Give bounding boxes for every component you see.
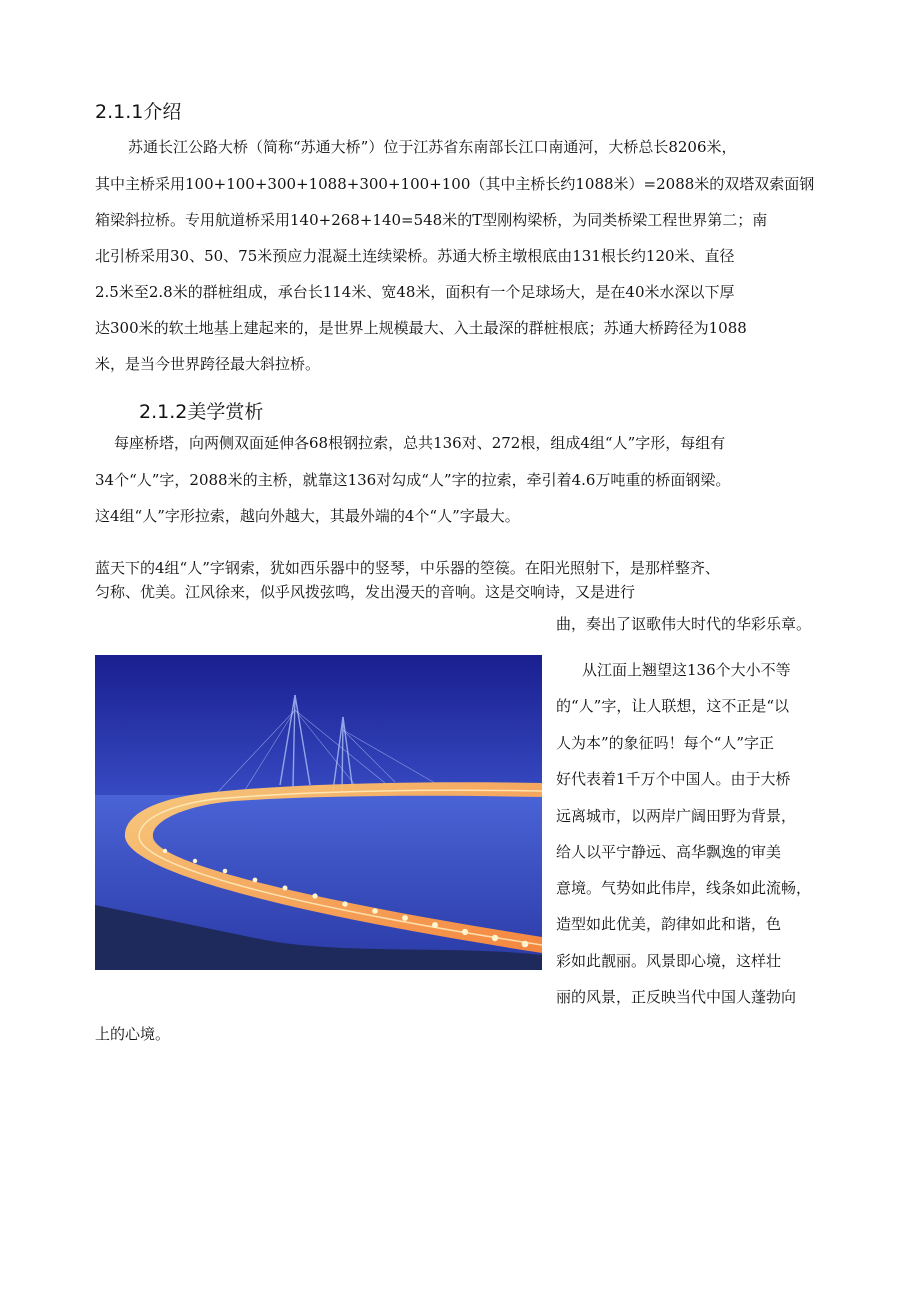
harp-line-1: 蓝天下的4组“人”字钢索，犹如西乐器中的竖琴，中乐器的箜篌。在阳光照射下，是那样整齐、 (95, 559, 720, 577)
side-line-4: 好代表着1千万个中国人。由于大桥 (556, 770, 791, 788)
intro-line-2: 其中主桥采用100+100+300+1088+300+100+100（其中主桥长约1088米）=2088米的双塔双索面钢 (95, 175, 815, 193)
intro-line-6: 达300米的软土地基上建起来的，是世界上规模最大、入土最深的群桩根底；苏通大桥跨径为1088 (95, 319, 747, 337)
intro-line-5: 2.5米至2.8米的群桩组成，承台长114米、宽48米，面积有一个足球场大，是在40米水深以下厚 (95, 283, 735, 301)
bridge-photo (95, 655, 542, 970)
intro-line-1: 苏通长江公路大桥（简称“苏通大桥”）位于江苏省东南部长江口南通河，大桥总长8206米， (128, 138, 737, 156)
intro-line-4: 北引桥采用30、50、75米预应力混凝土连续梁桥。苏通大桥主墩根底由131根长约120米、直径 (95, 247, 735, 265)
harp-line-2: 匀称、优美。江风徐来，似乎风拨弦鸣，发出漫天的音响。这是交响诗，又是进行 (95, 583, 636, 601)
harp-line-3: 曲，奏出了讴歌伟大时代的华彩乐章。 (556, 615, 812, 633)
side-line-2: 的“人”字，让人联想，这不正是“以 (556, 697, 790, 715)
side-line-5: 远离城市，以两岸广阔田野为背景， (556, 807, 797, 825)
heading-2-1-2: 2.1.2美学赏析 (139, 401, 264, 423)
side-line-3: 人为本”的象征吗！每个“人”字正 (556, 734, 775, 752)
aesthetic-line-2: 34个“人”字，2088米的主桥，就靠这136对勾成“人”字的拉索，牵引着4.6万吨重的桥面钢梁。 (95, 471, 731, 489)
closing-line: 上的心境。 (95, 1025, 171, 1043)
heading-2-1-1: 2.1.1介绍 (95, 101, 182, 123)
intro-line-7: 米，是当今世界跨径最大斜拉桥。 (95, 355, 321, 373)
side-line-10: 丽的风景，正反映当代中国人蓬勃向 (556, 988, 797, 1006)
side-line-6: 给人以平宁静远、高华飘逸的审美 (556, 843, 782, 861)
side-line-1: 从江面上翘望这136个大小不等 (582, 661, 791, 679)
side-line-8: 造型如此优美，韵律如此和谐，色 (556, 915, 782, 933)
side-line-9: 彩如此靓丽。风景即心境，这样壮 (556, 952, 782, 970)
aesthetic-line-1: 每座桥塔，向两侧双面延伸各68根钢拉索，总共136对、272根，组成4组“人”字形，每组有 (114, 434, 726, 452)
aesthetic-line-3: 这4组“人”字形拉索，越向外越大，其最外端的4个“人”字最大。 (95, 507, 520, 525)
side-line-7: 意境。气势如此伟岸，线条如此流畅， (556, 879, 812, 897)
intro-line-3: 箱梁斜拉桥。专用航道桥采用140+268+140=548米的T型刚构梁桥，为同类桥梁工程世界第二；南 (95, 211, 768, 229)
